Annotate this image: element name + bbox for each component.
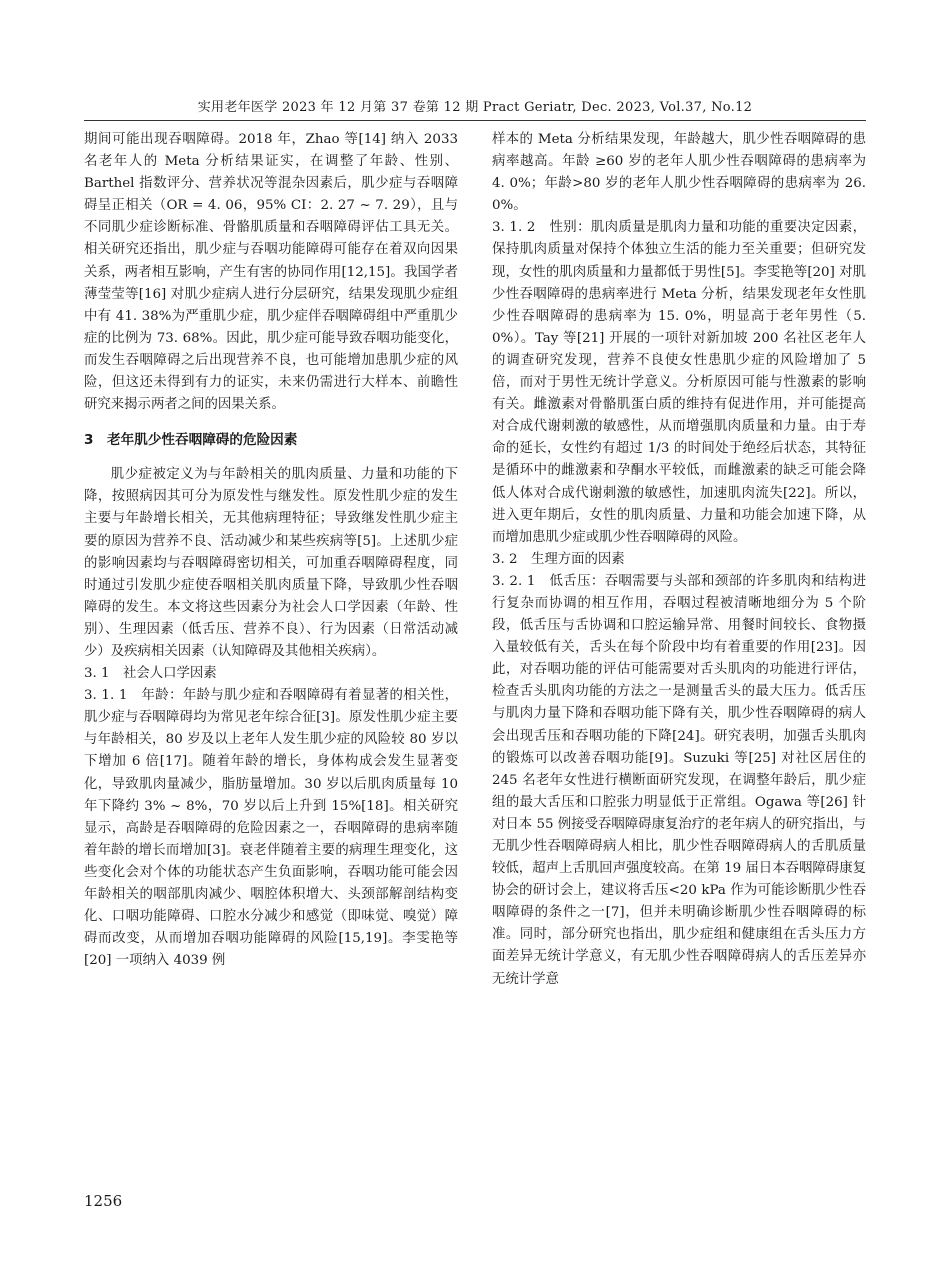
- page-number: 1256: [84, 1192, 123, 1210]
- running-header: 实用老年医学 2023 年 12 月第 37 卷第 12 期 Pract Geriatr, Dec. 2023, Vol.37, No.12: [197, 100, 753, 115]
- subsection-heading-3-2: 3. 2 生理方面的因素: [492, 551, 625, 567]
- paragraph-continued-left: 期间可能出现吞咽障碍。2018 年，Zhao 等[14] 纳入 2033 名老年人的 Meta 分析结果证实，在调整了年龄、性别、Barthel 指数评分、营养状况等混杂因素后，肌少症与吞咽障碍呈正相关（OR = 4. 06，95% CI：2. 27 ~ 7. 29），且与不同肌少症诊断标准、骨骼肌质量和吞咽障碍评估工具无关。相关研究还指出，肌少症与吞咽功能障碍可能存在着双向因果关系，两者相互影响，产生有害的协同作用[12,15]。我国学者薄莹莹等[16] 对肌少症病人进行分层研究，结果发现肌少症组中有 41. 38%为严重肌少症，肌少症伴吞咽障碍组中严重肌少症的比例为 73. 68%。因此，肌少症可能导致吞咽功能变化，而发生吞咽障碍之后出现营养不良，也可能增加患肌少症的风险，但这还未得到有力的证实，未来仍需进行大样本、前瞻性研究来揭示两者之间的因果关系。: [84, 132, 458, 413]
- right-column: [492, 129, 866, 991]
- paragraph-3-1-2-sex: 3. 1. 2 性别：肌肉质量是肌肉力量和功能的重要决定因素，保持肌肉质量对保持个体独立生活的能力至关重要；但研究发现，女性的肌肉质量和力量都低于男性[5]。李雯艳等[20] 对肌少性吞咽障碍的患病率进行 Meta 分析，结果发现老年女性肌少性吞咽障碍的患病率为 15. 0%，明显高于老年男性（5. 0%）。Tay 等[21] 开展的一项针对新加坡 200 名社区老年人的调查研究发现，营养不良使女性患肌少症的风险增加了 5 倍，而对于男性无统计学意义。分析原因可能与性激素的影响有关。雌激素对骨骼肌蛋白质的维持有促进作用，并可能提高对合成代谢刺激的敏感性，从而增强肌肉质量和力量。由于寿命的延长，女性约有超过 1/3 的时间处于绝经后状态，其特征是循环中的雌激素和孕酮水平较低，而雌激素的缺乏可能会降低人体对合成代谢刺激的敏感性，加速肌肉流失[22]。所以，进入更年期后，女性的肌肉质量、力量和功能会加速下降，从而增加患肌少症或肌少性吞咽障碍的风险。: [492, 220, 866, 545]
- paragraph-intro: 肌少症被定义为与年龄相关的肌肉质量、力量和功能的下降，按照病因其可分为原发性与继发性。原发性肌少症的发生主要与年龄增长相关，无其他病理特征；导致继发性肌少症主要的原因为营养不良、活动减少和某些疾病等[5]。上述肌少症的影响因素均与吞咽障碍密切相关，可加重吞咽障碍程度，同时通过引发肌少症使吞咽相关肌肉质量下降，导致肌少性吞咽障碍的发生。本文将这些因素分为社会人口学因素（年龄、性别）、生理因素（低舌压、营养不良）、行为因素（日常活动减少）及疾病相关因素（认知障碍及其他相关疾病）。: [84, 467, 458, 659]
- subsection-heading-3-1: 3. 1 社会人口学因素: [84, 666, 217, 682]
- section-heading-3: 3 老年肌少性吞咽障碍的危险因素: [84, 432, 298, 449]
- paragraph-3-1-1-age: 3. 1. 1 年龄：年龄与肌少症和吞咽障碍有着显著的相关性，肌少症与吞咽障碍均为常见老年综合征[3]。原发性肌少症主要与年龄相关，80 岁及以上老年人发生肌少症的风险较 80 岁以下增加 6 倍[17]。随着年龄的增长，身体构成会发生显著变化，导致肌肉量减少，脂肪量增加。30 岁以后肌肉质量每 10 年下降约 3% ~ 8%，70 岁以后上升到 15%[18]。相关研究显示，高龄是吞咽障碍的危险因素之一，吞咽障碍的患病率随着年龄的增长而增加[3]。衰老伴随着主要的病理生理变化，这些变化会对个体的功能状态产生负面影响，吞咽功能可能会因年龄相关的咽部肌肉减少、咽腔体积增大、头颈部解剖结构变化、口咽功能障碍、口腔水分减少和感觉（即味觉、嗅觉）障碍而改变，从而增加吞咽功能障碍的风险[15,19]。李雯艳等[20] 一项纳入 4039 例: [84, 688, 458, 969]
- paragraph-3-2-1-tongue-pressure: 3. 2. 1 低舌压：吞咽需要与头部和颈部的许多肌肉和结构进行复杂而协调的相互作用，吞咽过程被清晰地细分为 5 个阶段，低舌压与舌协调和口腔运输异常、用餐时间较长、食物摄入量较低有关，舌头在每个阶段中均有着重要的作用[23]。因此，对吞咽功能的评估可能需要对舌头肌肉的功能进行评估，检查舌头肌肉功能的方法之一是测量舌头的最大压力。低舌压与肌肉力量下降和吞咽功能下降有关，肌少性吞咽障碍的病人会出现舌压和吞咽功能的下降[24]。研究表明，加强舌头肌肉的锻炼可以改善吞咽功能[9]。Suzuki 等[25] 对社区居住的 245 名老年女性进行横断面研究发现，在调整年龄后，肌少症组的最大舌压和口腔张力明显低于正常组。Ogawa 等[26] 针对日本 55 例接受吞咽障碍康复治疗的老年病人的研究指出，与无肌少性吞咽障碍病人相比，肌少性吞咽障碍病人的舌肌质量较低，超声上舌肌回声强度较高。在第 19 届日本吞咽障碍康复协会的研讨会上，建议将舌压<20 kPa 作为可能诊断肌少性吞咽障碍的条件之一[7]，但并未明确诊断肌少性吞咽障碍的标准。同时，部分研究也指出，肌少症组和健康组在舌头压力方面差异无统计学意义，有无肌少性吞咽障碍病人的舌压差异亦无统计学意: [492, 573, 866, 987]
- header-rule: [84, 120, 866, 121]
- paragraph-continued-right: 样本的 Meta 分析结果发现，年龄越大，肌少性吞咽障碍的患病率越高。年龄 ≥60 岁的老年人肌少性吞咽障碍的患病率为 4. 0%；年龄>80 岁的老年人肌少性吞咽障碍的患病率为 26. 0%。: [492, 132, 866, 214]
- left-column: [84, 129, 458, 972]
